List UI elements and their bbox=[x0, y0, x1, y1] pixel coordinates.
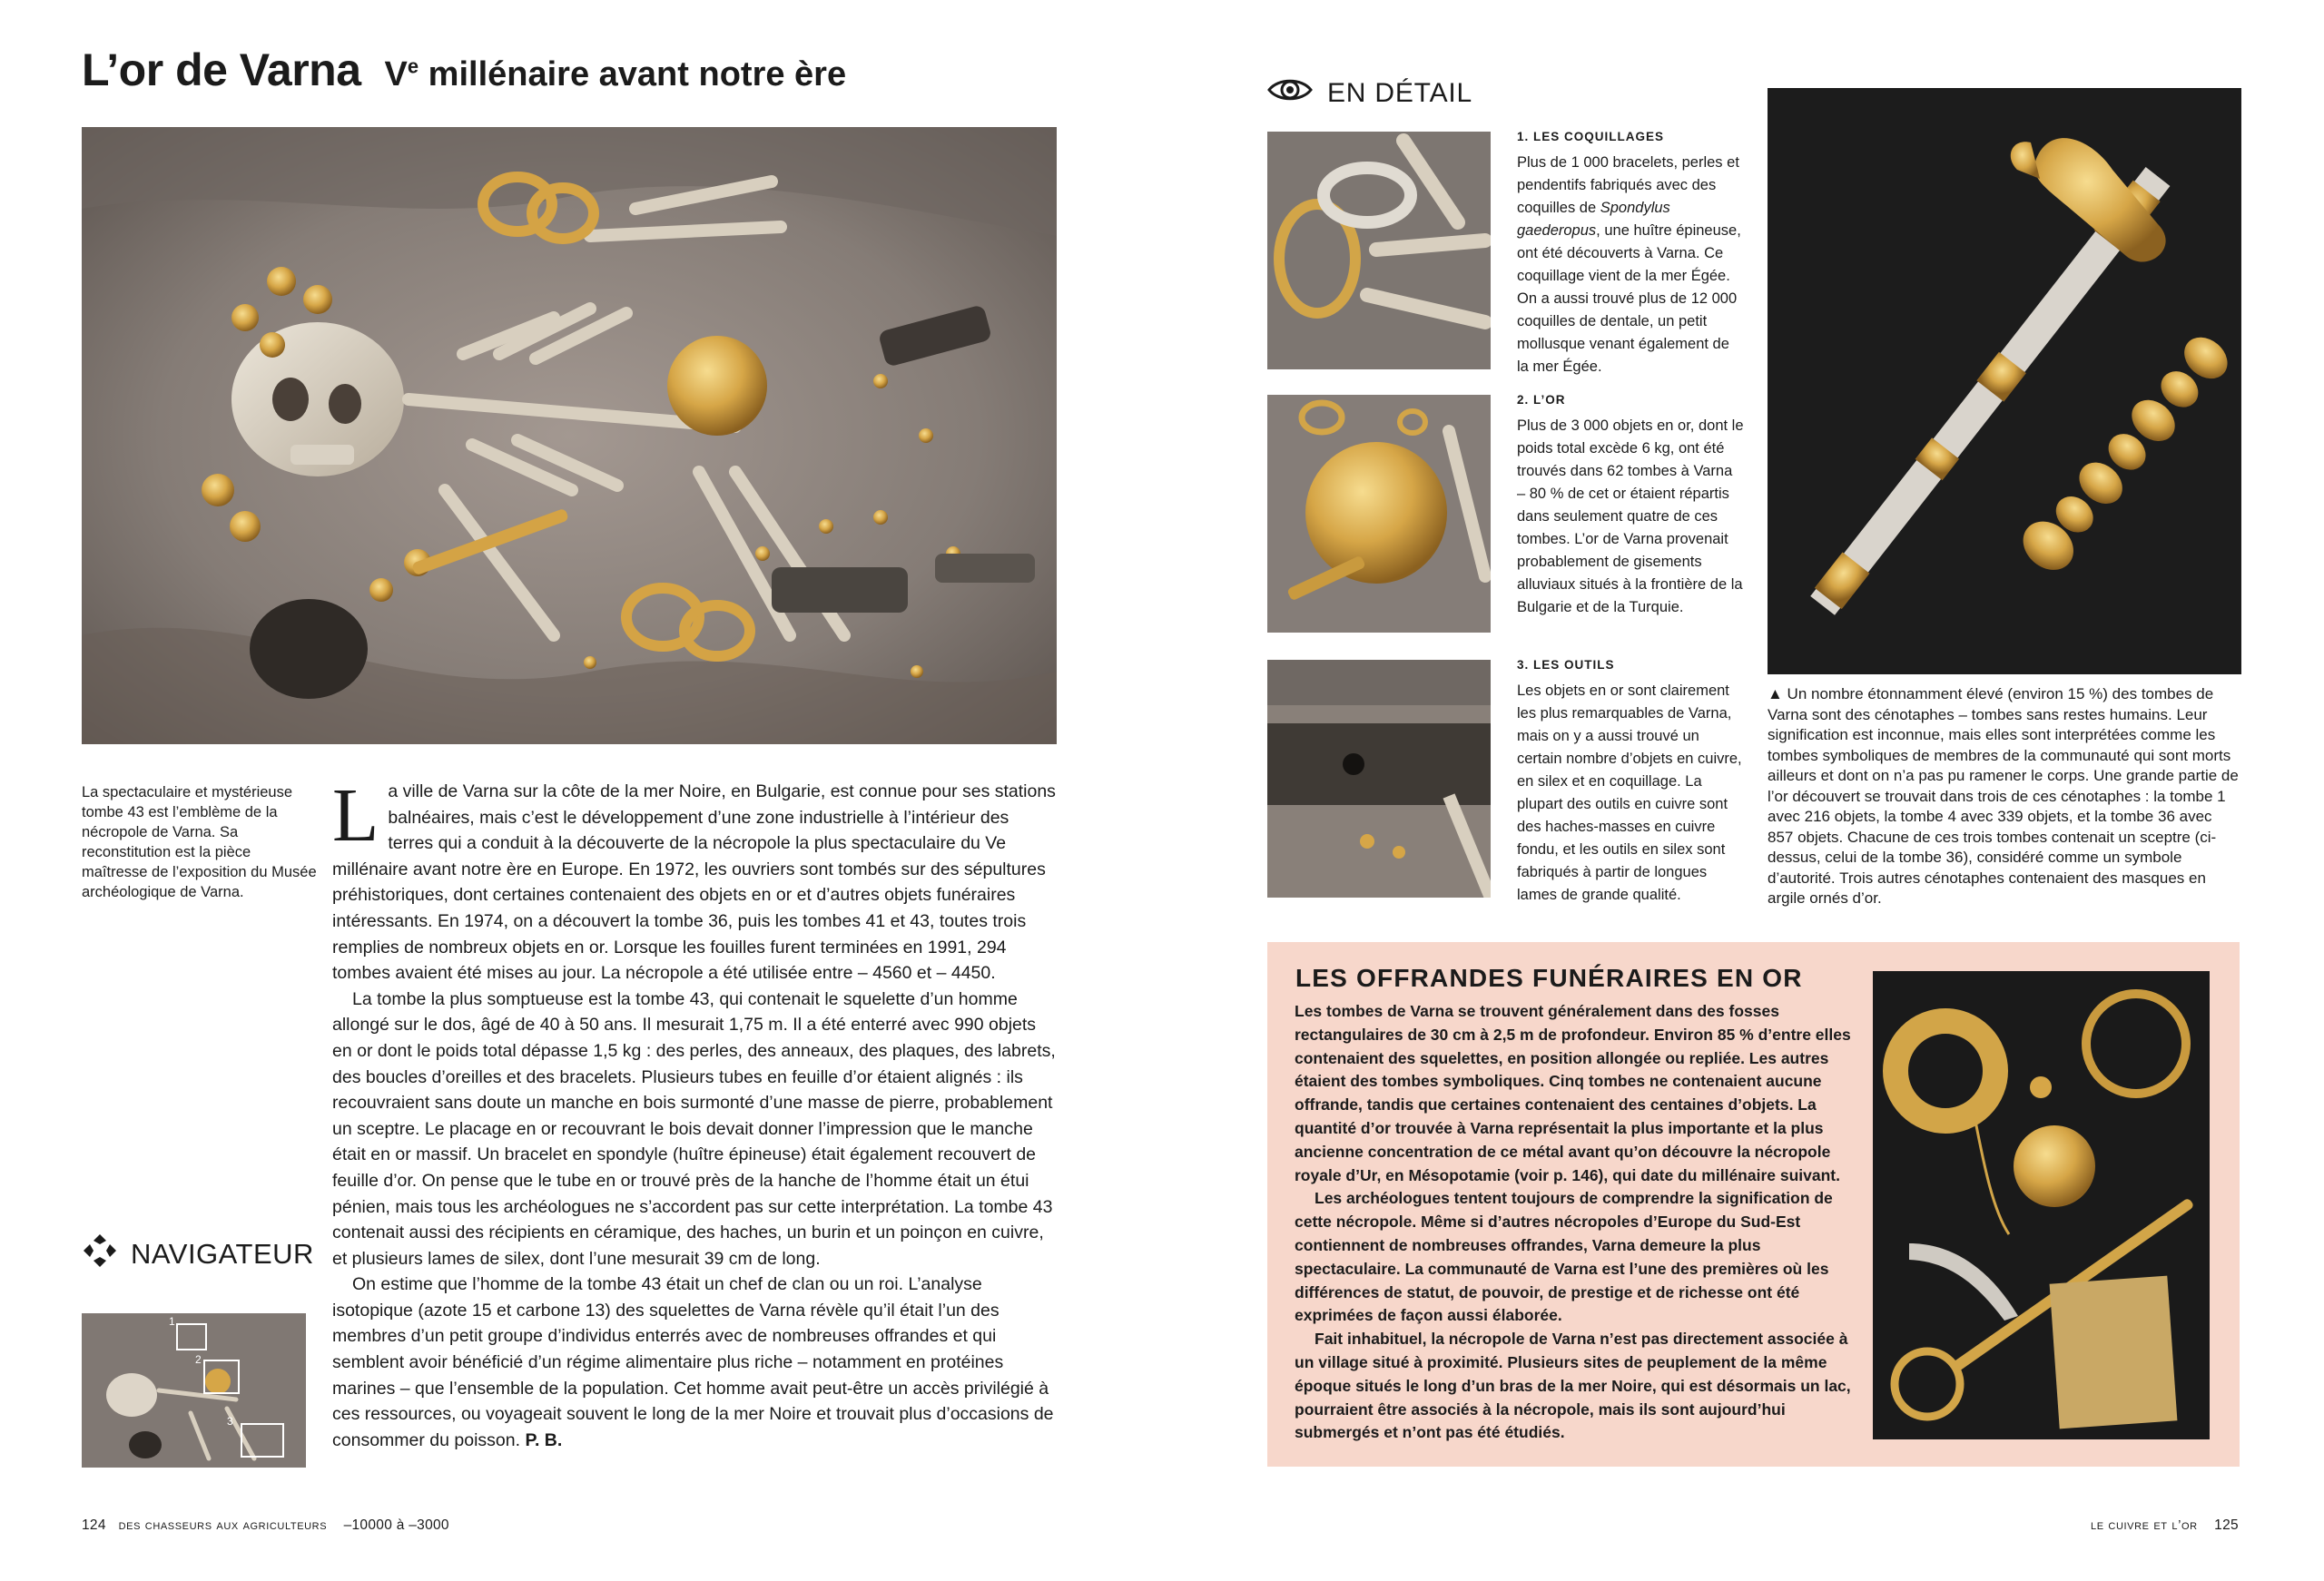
navigator-label-1: 1 bbox=[169, 1315, 175, 1328]
folio-right bbox=[2091, 1517, 2239, 1534]
folio-left bbox=[82, 1517, 449, 1534]
article-paragraph: On estime que l’homme de la tombe 43 était un chef de clan ou un roi. L’analyse isotopique (azote 15 et carbone 13) des squelettes de Varna révèle qu’il était l’un des membres d’un petit groupe d’individus enterrés avec de nombreuses offrandes et qui semblent avoir bénéficié d’un régime alimentaire plus riche – notamment en protéines marines – que l’ensemble de la population. Cet homme avait peut-être un accès privilégié à ces ressources, ou voyageait souvent le long de la mer Noire et trouvait plus d’occasions de consommer du poisson. P. B. bbox=[332, 1274, 1054, 1450]
offrandes-title: LES OFFRANDES FUNÉRAIRES EN OR bbox=[1295, 964, 1803, 992]
main-photo-caption: La spectaculaire et mystérieuse tombe 43 est l’emblème de la nécropole de Varna. Sa reconstitution est la pièce maîtresse de l’exposition du Musée archéologique de Varna. bbox=[82, 784, 317, 900]
detail-2-heading: 2. L’OR bbox=[1517, 393, 1566, 407]
page-number-right: 125 bbox=[2214, 1517, 2239, 1533]
detail-2-text: 2. L’OR Plus de 3 000 objets en or, dont le poids total excède 6 kg, ont été trouvés dans 62 tombes à Varna – 80 % de cet or étaient répartis dans seulement quatre de ces tombes. L’or de Varna provenait probablement de gisements alluviaux situés à la frontière de la Bulgarie et de la Turquie. bbox=[1517, 388, 1744, 619]
folio-dates: –10000 à –3000 bbox=[343, 1517, 449, 1533]
navigator-heading bbox=[82, 1232, 314, 1276]
article-paragraph: La ville de Varna sur la côte de la mer Noire, en Bulgarie, est connue pour ses stations balnéaires, mais c’est le développement d’une zone industrielle à l’intérieur des terres qui a conduit à la découverte de la nécropole la plus spectaculaire du Ve millénaire avant notre ère en Europe. En 1972, les ouvriers sont tombés sur des sépultures préhistoriques, dont certaines contenaient des objets en or et d’autres objets funéraires intéressants. En 1974, on a découvert la tombe 36, puis les tombes 41 et 43, toutes trois remplies de nombreux objets en or. Lorsque les fouilles furent terminées en 1991, 294 tombes avaient été mises au jour. La nécropole a été utilisée entre – 4560 et – 4450. bbox=[332, 773, 1056, 984]
page-number-left: 124 bbox=[82, 1517, 106, 1533]
drop-cap: L bbox=[332, 773, 379, 858]
detail-title: EN DÉTAIL bbox=[1327, 78, 1473, 108]
article-body bbox=[332, 773, 1059, 1453]
title-main: L’or de Varna bbox=[82, 44, 361, 95]
navigator-title: NAVIGATEUR bbox=[131, 1238, 314, 1270]
detail-gold-photo bbox=[1267, 395, 1491, 633]
compass-diamond-icon bbox=[82, 1232, 118, 1276]
offrandes-text bbox=[1295, 1000, 1866, 1445]
tomb-43-photo bbox=[82, 127, 1057, 744]
detail-1-text: 1. LES COQUILLAGES Plus de 1 000 bracelets, perles et pendentifs fabriqués avec des coquilles de Spondylus gaederopus, une huître épineuse, ont été découverts à Varna. Ce coquillage vient de la mer Égée. On a aussi trouvé plus de 12 000 coquilles de dentale, un petit mollusque venant également de la mer Égée. bbox=[1517, 125, 1744, 378]
detail-3-heading: 3. LES OUTILS bbox=[1517, 658, 1615, 672]
gold-offerings-photo bbox=[1873, 971, 2210, 1439]
navigator-label-3: 3 bbox=[227, 1415, 233, 1428]
detail-shells-photo bbox=[1267, 132, 1491, 369]
folio-section-right: le cuivre et l’or bbox=[2091, 1517, 2198, 1533]
detail-tools-photo bbox=[1267, 660, 1491, 898]
scepter-caption: ▲ Un nombre étonnamment élevé (environ 15 %) des tombes de Varna sont des cénotaphes – tombes sans restes humains. Leur signification est inconnue, mais elles sont interprétées comme les tombes symboliques de membres de la communauté qui sont morts ailleurs et dont on n’a pas pu ramener le corps. Une grande partie de l’or découvert se trouvait dans trois de ces cénotaphes : la tombe 1 avec 216 objets, la tombe 4 avec 339 objets, et la tombe 36 avec 857 objets. Chacune de ces trois tombes contenait un sceptre (ci-dessus, celui de la tombe 36), considéré comme un symbole d’autorité. Trois autres cénotaphes contenaient des masques en argile ornés d’or. bbox=[1768, 685, 2239, 907]
article-paragraph: La tombe la plus somptueuse est la tombe 43, qui contenait le squelette d’un homme allongé sur le dos, âgé de 40 à 50 ans. Il mesurait 1,75 m. Il a été enterré avec 990 objets en or dont le poids total dépasse 1,5 kg : des perles, des anneaux, des plaques, des labrets, des boucles d’oreilles et des bracelets. Plusieurs tubes en feuille d’or étaient alignés : ils recouvraient sans doute un manche en bois surmonté d’une masse de pierre, probablement un sceptre. Le placage en or recouvrant le bois devait donner l’impression que le manche était en or massif. Un bracelet en spondyle (huître épineuse) était également recouvert de feuille d’or. On pense que le tube en or trouvé près de la hanche de l’homme était un étui pénien, mais tous les archéologues ne s’accordent pas sur cette interprétation. La tombe 43 contenait aussi des récipients en céramique, des haches, un burin et un poinçon en cuivre, et plusieurs lames de silex, dont l’une mesurait 39 cm de long. bbox=[332, 988, 1056, 1269]
title-subtitle: Ve millénaire avant notre ère bbox=[384, 54, 847, 93]
scepter-photo bbox=[1768, 88, 2241, 674]
triangle-up-icon: ▲ bbox=[1768, 685, 1783, 702]
author-signature: P. B. bbox=[525, 1429, 563, 1450]
detail-heading bbox=[1267, 76, 1472, 111]
detail-1-heading: 1. LES COQUILLAGES bbox=[1517, 130, 1665, 143]
offrandes-paragraph: Fait inhabituel, la nécropole de Varna n’est pas directement associée à un village situé à proximité. Plusieurs sites de peuplement de la même époque situés le long d’un bras de la mer Noire, qui est désormais un lac, pourraient être associés à la nécropole, mais ils sont aujourd’hui submergés et n’ont pas été étudiés. bbox=[1295, 1330, 1851, 1442]
eye-icon bbox=[1267, 76, 1313, 111]
folio-section-left: des chasseurs aux agriculteurs bbox=[118, 1517, 328, 1533]
offrandes-paragraph: Les archéologues tentent toujours de comprendre la signification de cette nécropole. Même si d’autres nécropoles d’Europe du Sud-Est contiennent de nombreuses offrandes, Varna demeure la plus spectaculaire. La communauté de Varna est l’une des premières où les différences de statut, de pouvoir, de prestige et de richesse ont été exprimées de façon aussi élaborée. bbox=[1295, 1189, 1833, 1325]
offrandes-paragraph: Les tombes de Varna se trouvent généralement dans des fosses rectangulaires de 30 cm à 2,5 m de profondeur. Environ 85 % d’entre elles contenaient des squelettes, en position allongée ou repliée. Les autres étaient des tombes symboliques. Cinq tombes ne contenaient aucune offrande, tandis que certaines contenaient des centaines d’objets. La quantité d’or trouvée à Varna représentait la plus importante et la plus ancienne concentration de ce métal avant qu’on découvre la nécropole royale d’Ur, en Mésopotamie (voir p. 146), qui date du millénaire suivant. bbox=[1295, 1002, 1851, 1184]
navigator-thumbnail bbox=[82, 1313, 306, 1468]
page-title bbox=[82, 44, 846, 96]
detail-3-text: 3. LES OUTILS Les objets en or sont clairement les plus remarquables de Varna, mais on y a aussi trouvé un certain nombre d’objets en cuivre, en silex et en coquillage. La plupart des outils en cuivre sont des haches-masses en cuivre fondu, et les outils en silex sont fabriqués à partir de longues lames de grande qualité. bbox=[1517, 653, 1744, 907]
navigator-label-2: 2 bbox=[195, 1353, 202, 1366]
